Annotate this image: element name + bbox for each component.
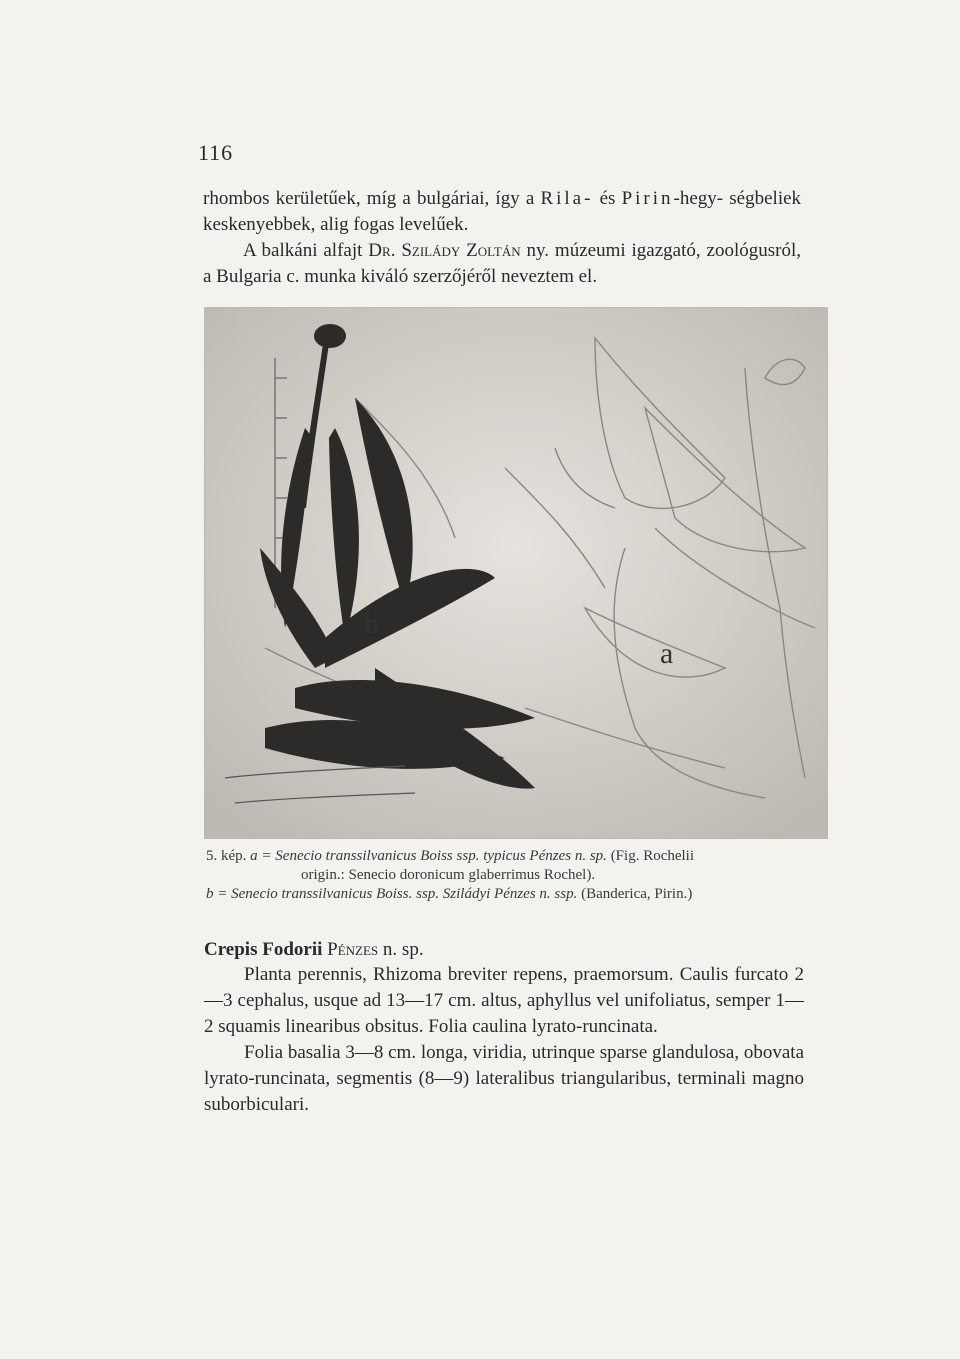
intro-line-3-end: ny. múzeumi igazgató,: [526, 240, 701, 261]
figure-background: [205, 308, 827, 838]
intro-line-4: zoológusról, a Bulgaria c. munka kiváló szerzőjéről neveztem el.: [203, 240, 801, 287]
pirin-name: Pirin: [621, 188, 674, 209]
person-name: Szilády Zoltán: [401, 240, 521, 261]
herbarium-illustration: [205, 308, 827, 838]
label-a: a: [660, 637, 674, 670]
intro-line-1: rhombos kerületűek, míg a bulgáriai, így a: [203, 188, 535, 209]
figure-caption: [206, 847, 806, 904]
species-author: Pénzes: [327, 939, 379, 960]
caption-ref: (Fig. Rochelii: [610, 848, 695, 864]
intro-paragraph: [203, 186, 801, 290]
caption-line-2: origin.: Senecio doronicum glaberrimus Rochel).: [301, 867, 596, 883]
label-b: b: [365, 609, 379, 640]
intro-line-2: ségbeliek keskenyebbek, alig fogas levelűek.: [203, 188, 802, 235]
species-rank: n. sp.: [382, 939, 424, 960]
species-heading: [204, 937, 804, 963]
title-dr: Dr.: [368, 240, 396, 261]
latin-paragraph-1: Planta perennis, Rhizoma breviter repens, praemorsum. Caulis furcato 2—3 cephalus, usque ad 13—17 cm. altus, aphyllus vel unifoliatus, semper 1—2 squamis linearibus obsitus. Folia caulina lyrato-runcinata.: [204, 964, 804, 1037]
intro-line-3-start: A balkáni alfajt: [243, 240, 363, 261]
caption-prefix: 5. kép.: [206, 848, 247, 864]
herbarium-figure: [204, 307, 828, 839]
rila-name: Rila-: [540, 188, 594, 209]
intro-conjunction: és: [599, 188, 616, 209]
species-name: Crepis Fodorii: [204, 939, 323, 960]
latin-paragraph-2: Folia basalia 3—8 cm. longa, viridia, utrinque sparse glandulosa, obovata lyrato-runcinata, segmentis (8—9) lateralibus triangularibus, terminali magno suborbiculari.: [204, 1042, 804, 1115]
caption-locality: (Banderica, Pirin.): [581, 886, 693, 902]
intro-line-1-end: -hegy-: [673, 188, 724, 209]
caption-a: a = Senecio transsilvanicus Boiss ssp. typicus Pénzes n. sp.: [250, 848, 607, 864]
latin-description: [204, 962, 804, 1118]
caption-b: b = Senecio transsilvanicus Boiss. ssp. Sziládyi Pénzes n. ssp.: [206, 886, 578, 902]
page-number: 116: [198, 140, 234, 165]
